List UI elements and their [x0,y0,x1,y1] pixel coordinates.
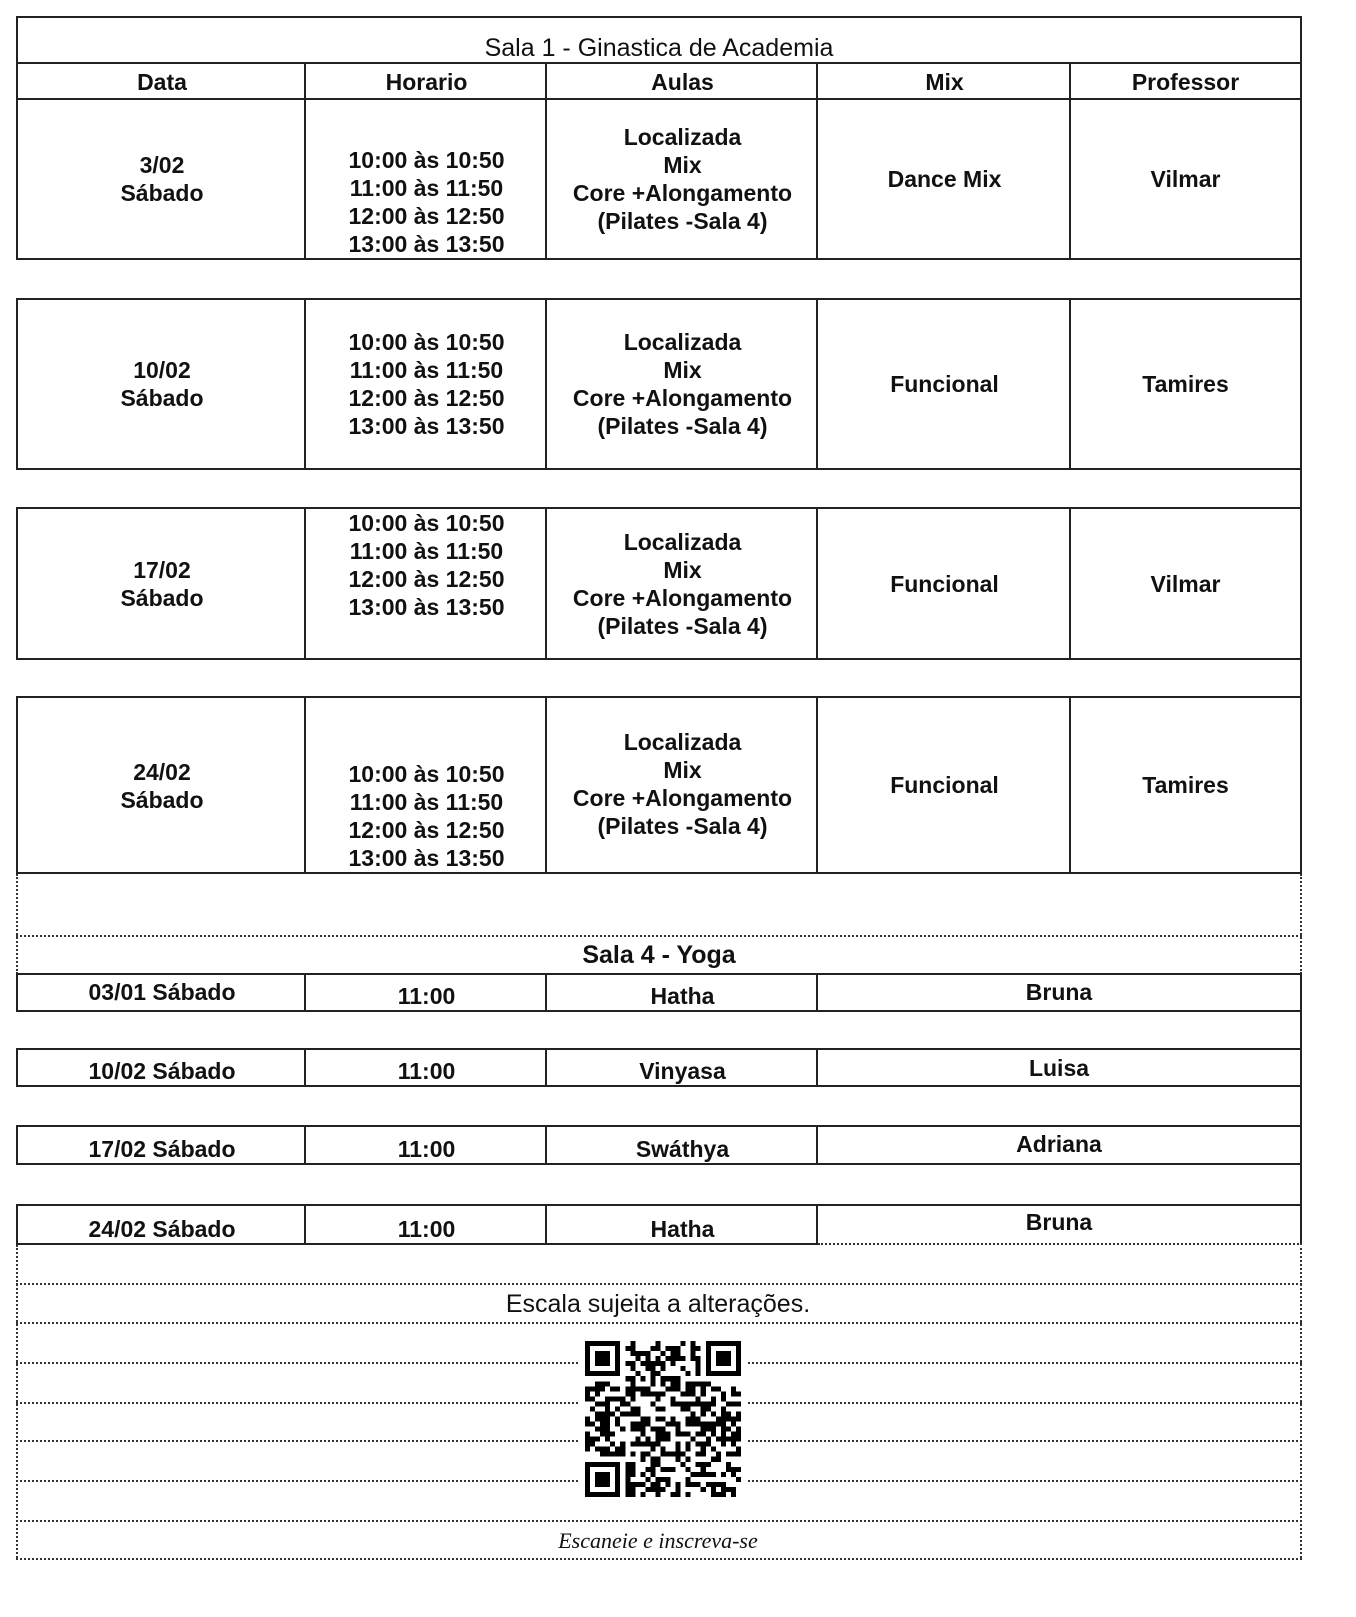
row-date: 24/02 Sábado [16,696,306,874]
row-horario: 10:00 às 10:50 11:00 às 11:50 12:00 às 12:50 13:00 às 13:50 [304,696,547,874]
schedule-disclaimer: Escala sujeita a alterações. [505,1290,811,1318]
dotted-divider [16,1322,1302,1324]
gap-right-border [1300,658,1302,698]
row-mix: Funcional [816,298,1071,470]
dotted-right-border [1300,1243,1302,1558]
header-mix: Mix [816,62,1071,100]
dotted-divider [16,1283,1302,1285]
dotted-divider [16,1362,578,1364]
row-mix: Funcional [816,507,1071,660]
yoga-date: 03/01 Sábado [16,973,306,1012]
row-aulas: Localizada Mix Core +Alongamento (Pilates -Sala 4) [545,98,818,260]
yoga-date: 10/02 Sábado [16,1048,306,1087]
header-professor: Professor [1069,62,1302,100]
header-data: Data [16,62,306,100]
gap-right-border [1300,1085,1302,1127]
yoga-time: 11:00 [304,1048,547,1087]
scan-caption: Escaneie e inscreva-se [558,1528,758,1553]
dotted-divider [748,1402,1302,1404]
gap-right-border [1300,258,1302,300]
row-date: 10/02 Sábado [16,298,306,470]
yoga-date: 24/02 Sábado [16,1204,306,1245]
dotted-divider [16,1520,1302,1522]
row-professor: Tamires [1069,298,1302,470]
row-mix: Funcional [816,696,1071,874]
yoga-professor: Bruna [816,1204,1302,1245]
dotted-divider [748,1440,1302,1442]
dotted-divider [16,1402,578,1404]
row-horario: 10:00 às 10:50 11:00 às 11:50 12:00 às 12:50 13:00 às 13:50 [304,507,547,660]
yoga-class: Hatha [545,1204,818,1245]
gap-right-border [1300,468,1302,509]
row-horario: 10:00 às 10:50 11:00 às 11:50 12:00 às 12:50 13:00 às 13:50 [304,298,547,470]
yoga-time: 11:00 [304,1125,547,1165]
header-horario: Horario [304,62,547,100]
yoga-professor: Bruna [816,973,1302,1012]
qr-code-icon[interactable] [585,1338,741,1500]
row-aulas: Localizada Mix Core +Alongamento (Pilates -Sala 4) [545,507,818,660]
yoga-date: 17/02 Sábado [16,1125,306,1165]
row-professor: Vilmar [1069,507,1302,660]
dotted-divider [748,1480,1302,1482]
yoga-class: Swáthya [545,1125,818,1165]
sala1-title: Sala 1 - Ginastica de Academia [16,16,1302,64]
row-mix: Dance Mix [816,98,1071,260]
header-aulas: Aulas [545,62,818,100]
gap-right-border [1300,1163,1302,1206]
dotted-divider [16,1440,578,1442]
yoga-professor: Adriana [816,1125,1302,1165]
yoga-class: Hatha [545,973,818,1012]
yoga-professor: Luisa [816,1048,1302,1087]
dotted-divider [16,1558,1302,1560]
row-professor: Tamires [1069,696,1302,874]
row-aulas: Localizada Mix Core +Alongamento (Pilates -Sala 4) [545,298,818,470]
row-date: 3/02 Sábado [16,98,306,260]
yoga-time: 11:00 [304,973,547,1012]
gap-right-border [1300,1010,1302,1050]
sala4-title: Sala 4 - Yoga [582,941,736,969]
row-professor: Vilmar [1069,98,1302,260]
row-horario: 10:00 às 10:50 11:00 às 11:50 12:00 às 12:50 13:00 às 13:50 [304,98,547,260]
dotted-divider [818,1243,1302,1245]
row-aulas: Localizada Mix Core +Alongamento (Pilates -Sala 4) [545,696,818,874]
yoga-time: 11:00 [304,1204,547,1245]
row-date: 17/02 Sábado [16,507,306,660]
yoga-class: Vinyasa [545,1048,818,1087]
dotted-divider [748,1362,1302,1364]
dotted-divider [16,1480,578,1482]
